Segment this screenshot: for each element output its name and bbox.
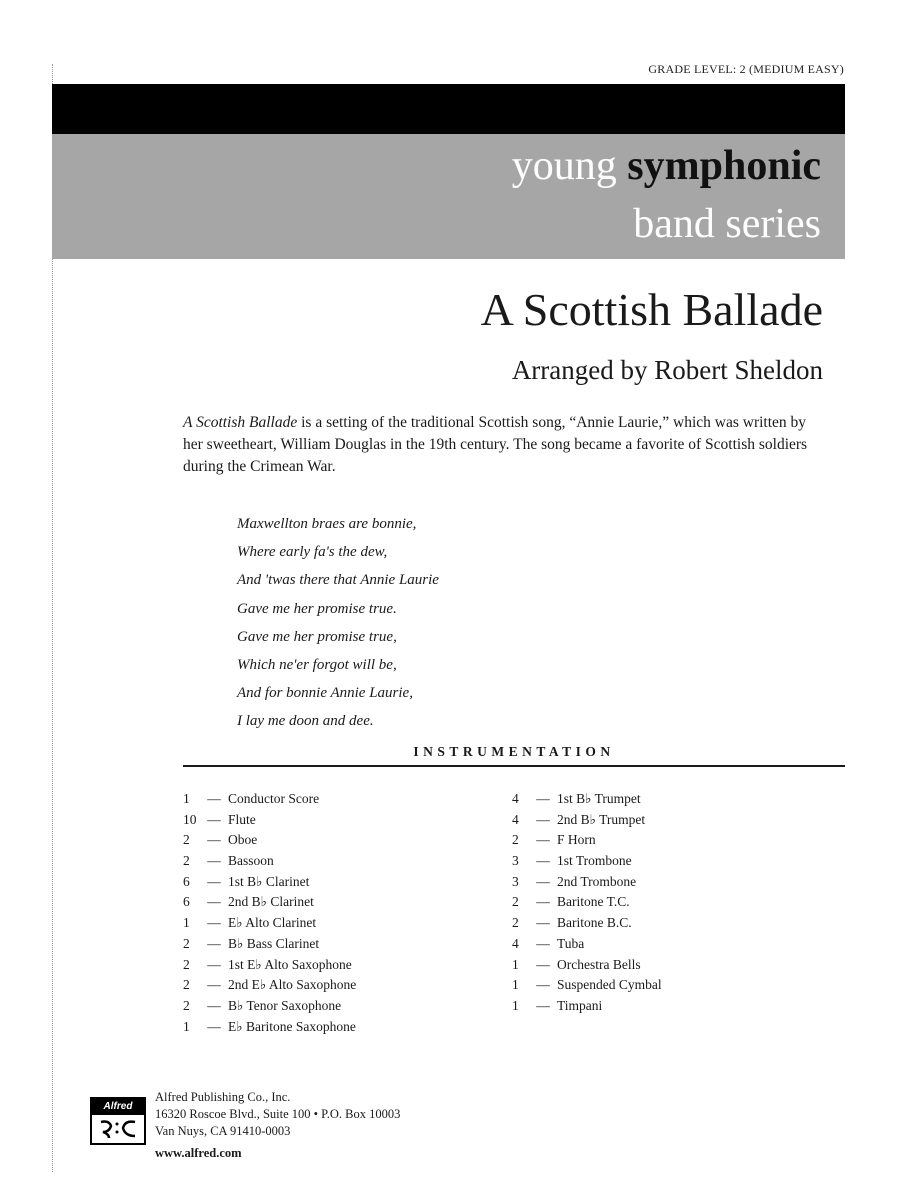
instrument-name: E♭ Baritone Saxophone (228, 1018, 356, 1034)
header-black-band (52, 84, 845, 134)
instrument-name: Timpani (557, 997, 603, 1013)
instrument-quantity: 2 (512, 832, 519, 848)
grade-level: GRADE LEVEL: 2 (MEDIUM EASY) (648, 62, 844, 76)
instrumentation-heading: INSTRUMENTATION (413, 744, 615, 759)
instrument-quantity: 1 (183, 1018, 190, 1034)
instrument-quantity: 10 (183, 811, 197, 827)
instrument-dash: — (207, 1018, 221, 1034)
instrument-row (183, 913, 356, 934)
instrument-quantity: 2 (183, 997, 190, 1013)
instrument-name: 2nd B♭ Clarinet (228, 894, 314, 910)
instrument-quantity: 4 (512, 935, 519, 951)
instrument-quantity: 6 (183, 894, 190, 910)
instrument-quantity: 2 (183, 956, 190, 972)
instrument-quantity: 2 (512, 894, 519, 910)
publisher-info (155, 1089, 400, 1162)
instrument-name: Baritone T.C. (557, 894, 630, 910)
instrument-name: Orchestra Bells (557, 956, 641, 972)
instrument-row (183, 892, 356, 913)
instrument-row (512, 934, 662, 955)
publisher-address: 16320 Roscoe Blvd., Suite 100 • P.O. Box 10003 (155, 1107, 401, 1121)
instrument-name: 1st Trombone (557, 853, 632, 869)
instrumentation-rule (183, 765, 845, 767)
publisher-city: Van Nuys, CA 91410-0003 (155, 1124, 291, 1138)
instrument-row (512, 810, 662, 831)
instrument-row (183, 872, 356, 893)
instrument-quantity: 2 (183, 853, 190, 869)
instrument-dash: — (536, 956, 550, 972)
intro-text: is a setting of the traditional Scottish song, “Annie Laurie,” which was written by her sweetheart, William Douglas in the 19th century. The song became a favorite of Scottish soldiers during the Crimean War. (183, 414, 808, 475)
instrument-row (512, 789, 662, 810)
instrument-dash: — (536, 853, 550, 869)
instrumentation-left-column (183, 789, 356, 1037)
instrument-dash: — (207, 853, 221, 869)
alfred-mark-icon (97, 1118, 139, 1140)
instrument-dash: — (536, 894, 550, 910)
instrument-quantity: 2 (183, 935, 190, 951)
instrument-row (512, 913, 662, 934)
instrument-quantity: 1 (183, 791, 190, 806)
instrument-name: Suspended Cymbal (557, 977, 662, 993)
instrument-name: B♭ Bass Clarinet (228, 935, 320, 951)
lyric-line: Gave me her promise true. (237, 600, 397, 617)
alfred-logo-text: Alfred (92, 1099, 144, 1115)
instrument-dash: — (207, 977, 221, 993)
instrument-row (183, 830, 356, 851)
instrument-name: 2nd B♭ Trumpet (557, 811, 646, 827)
instrument-row (183, 955, 356, 976)
intro-italic-title: A Scottish Ballade (183, 414, 298, 431)
instrument-dash: — (207, 811, 221, 827)
instrument-name: Flute (228, 811, 256, 827)
instrument-quantity: 6 (183, 873, 190, 889)
instrument-dash: — (536, 811, 550, 827)
instrument-dash: — (536, 977, 550, 993)
instrument-quantity: 2 (183, 977, 190, 993)
lyric-line: And for bonnie Annie Laurie, (237, 685, 413, 702)
instrument-dash: — (536, 935, 550, 951)
instrument-name: Tuba (557, 935, 585, 951)
alfred-logo (90, 1097, 146, 1145)
instrument-name: 1st E♭ Alto Saxophone (228, 956, 352, 972)
instrument-quantity: 2 (512, 915, 519, 931)
instrument-dash: — (207, 791, 221, 806)
piece-title: A Scottish Ballade (480, 284, 823, 335)
instrument-dash: — (207, 832, 221, 848)
instrument-row (183, 789, 356, 810)
instrument-quantity: 1 (512, 977, 519, 993)
instrument-name: Baritone B.C. (557, 915, 632, 931)
instrument-dash: — (207, 873, 221, 889)
lyric-line: Where early fa's the dew, (237, 544, 388, 561)
instrument-name: 1st B♭ Clarinet (228, 873, 310, 889)
lyric-line: Gave me her promise true, (237, 628, 397, 645)
instrument-quantity: 3 (512, 873, 519, 889)
instrument-dash: — (207, 894, 221, 910)
instrument-row (512, 892, 662, 913)
instrument-dash: — (207, 935, 221, 951)
publisher-name: Alfred Publishing Co., Inc. (155, 1090, 291, 1104)
instrument-quantity: 3 (512, 853, 519, 869)
lyric-line: Which ne'er forgot will be, (237, 656, 397, 673)
lyric-line: And 'twas there that Annie Laurie (237, 572, 439, 589)
instrument-name: Conductor Score (228, 791, 320, 806)
series-title-line1 (512, 142, 821, 190)
instrument-dash: — (536, 915, 550, 931)
instrument-dash: — (536, 832, 550, 848)
instrument-dash: — (536, 873, 550, 889)
instrument-name: 2nd Trombone (557, 873, 637, 889)
instrumentation-right-column (512, 789, 662, 1017)
instrument-row (512, 996, 662, 1017)
instrument-dash: — (207, 915, 221, 931)
instrument-row (512, 851, 662, 872)
instrument-name: E♭ Alto Clarinet (228, 915, 317, 931)
instrument-name: F Horn (557, 832, 596, 848)
series-banner (52, 134, 845, 259)
instrument-name: Bassoon (228, 853, 274, 869)
instrument-row (183, 975, 356, 996)
instrument-row (183, 851, 356, 872)
instrument-row (183, 934, 356, 955)
series-symphonic: symphonic (627, 143, 821, 189)
alfred-logo-mark (92, 1115, 144, 1143)
arranger-credit: Arranged by Robert Sheldon (511, 355, 823, 385)
instrument-dash: — (536, 997, 550, 1013)
instrument-dash: — (536, 791, 550, 806)
instrument-row (512, 975, 662, 996)
instrument-row (183, 996, 356, 1017)
instrument-quantity: 1 (512, 956, 519, 972)
intro-paragraph (183, 412, 828, 478)
instrument-quantity: 1 (183, 915, 190, 931)
instrument-name: 2nd E♭ Alto Saxophone (228, 977, 357, 993)
instrument-row (183, 1017, 356, 1038)
lyrics-block (237, 510, 439, 736)
instrument-quantity: 2 (183, 832, 190, 848)
series-young: young (511, 143, 617, 189)
series-title-line2: band series (633, 201, 821, 247)
instrument-row (512, 872, 662, 893)
publisher-website: www.alfred.com (155, 1146, 242, 1160)
instrument-quantity: 1 (512, 997, 519, 1013)
lyric-line: I lay me doon and dee. (237, 713, 374, 730)
instrument-row (512, 955, 662, 976)
instrument-name: B♭ Tenor Saxophone (228, 997, 342, 1013)
instrument-row (512, 830, 662, 851)
instrument-row (183, 810, 356, 831)
instrument-quantity: 4 (512, 811, 519, 827)
lyric-line: Maxwellton braes are bonnie, (237, 516, 417, 532)
instrument-dash: — (207, 956, 221, 972)
instrument-quantity: 4 (512, 791, 519, 806)
instrument-name: Oboe (228, 832, 258, 848)
instrument-name: 1st B♭ Trumpet (557, 791, 641, 806)
instrument-dash: — (207, 997, 221, 1013)
